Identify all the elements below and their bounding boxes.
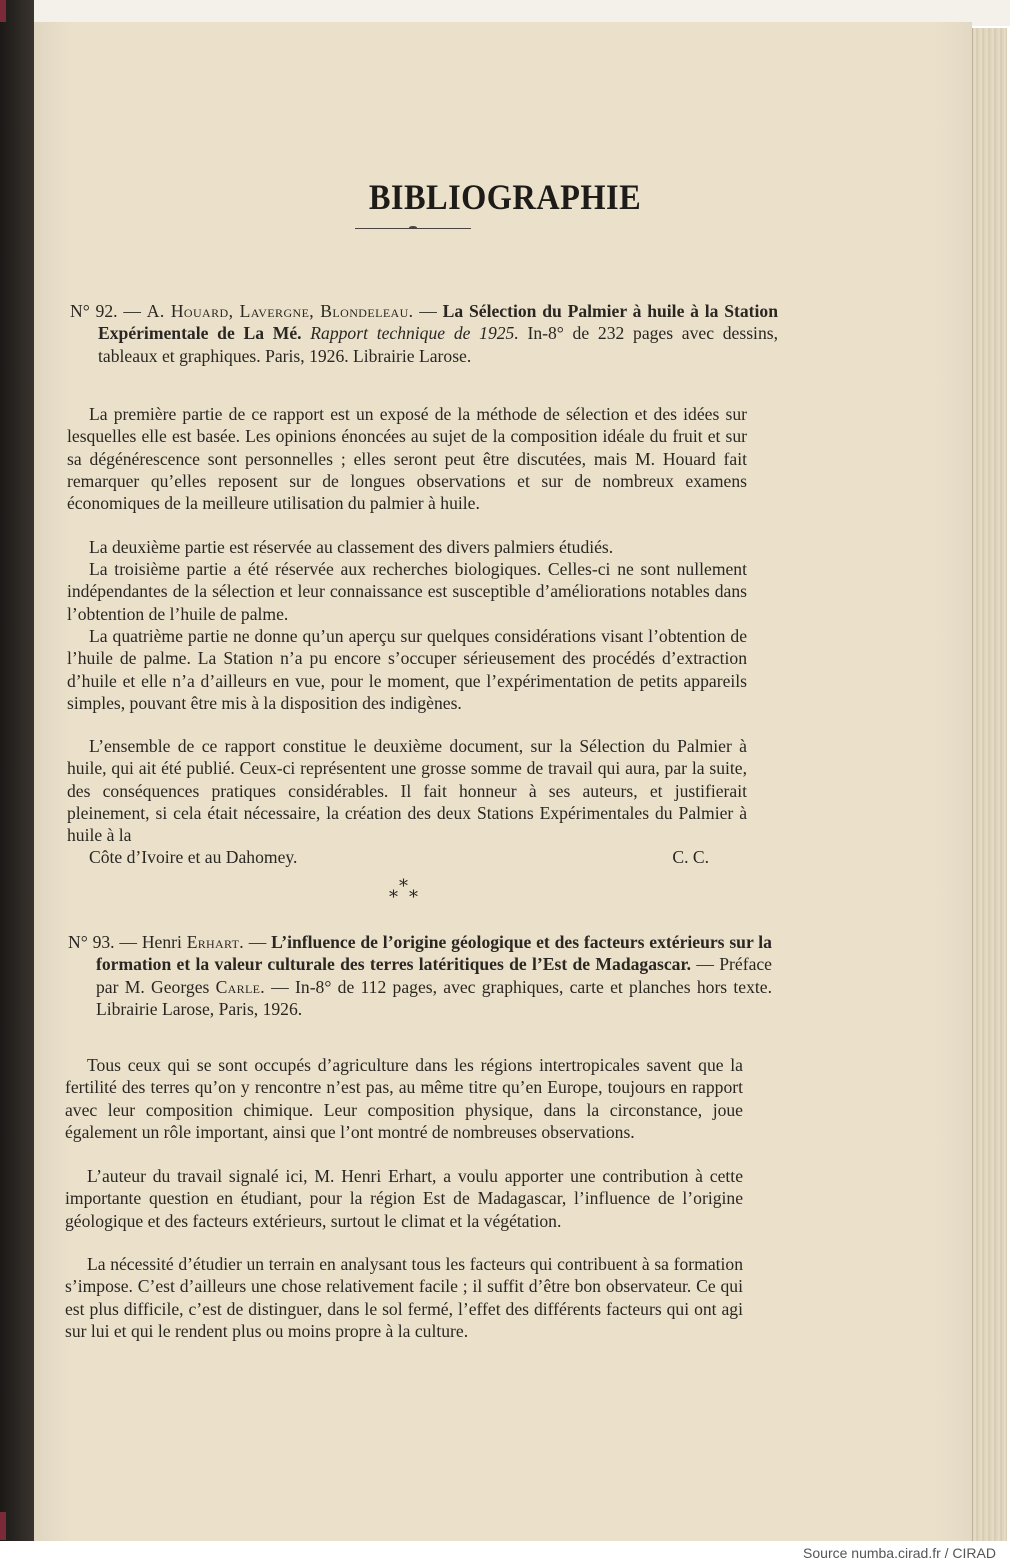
source-credit: Source numba.cirad.fr / CIRAD [803, 1545, 996, 1561]
review-92-paragraph-5 [67, 735, 747, 869]
entry-preface-name: Carle. [215, 976, 265, 997]
review-92-paragraph-1: La première partie de ce rapport est un exposé de la méthode de sélection et des idées sur lesquelles elle est basée. Les opinions énoncées au sujet de la composition idéale du fruit et sur sa dégénérescence sont personnelles ; elles seront peut être discutées, mais M. Houard fait remarquer qu’elles reposent sur de longues observations et sur de nombreux examens économiques de la meilleure utilisation du palmier à huile. [67, 404, 747, 514]
review-93-paragraph-2: L’auteur du travail signalé ici, M. Henri Erhart, a voulu apporter une contribution à cette importante question en étudiant, pour la région Est de Madagascar, l’influence de l’origine géologique et des facteurs extérieurs, surtout le climat et la végétation. [65, 1166, 743, 1231]
asterism-star-right: * [409, 887, 418, 908]
binding-mark [0, 0, 6, 22]
review-92-last-line [67, 846, 747, 868]
asterism-separator [385, 876, 429, 906]
review-signature: C. C. [672, 847, 709, 868]
entry-title: La Sélection du Palmier à huile à la Station Expérimentale de La Mé. [98, 301, 779, 344]
asterism-star-left: * [389, 887, 398, 908]
entry-subtitle: Rapport technique de 1925. [310, 323, 519, 344]
entry-preface: — Préface par M. Georges [96, 954, 772, 997]
review-92-paragraph-2: La deuxième partie est réservée au classement des divers palmiers étudiés. [89, 537, 614, 557]
entry-authors: A. Houard, Lavergne, Blondeleau. [146, 301, 414, 321]
entry-number: N° 92. — [70, 301, 141, 321]
entry-author-last: Erhart. [186, 932, 244, 952]
entry-title: L’influence de l’origine géologique et des facteurs extérieurs sur la formation et la valeur culturale des terres latéritiques de l’Est de Madagascar. [96, 932, 772, 975]
entry-dash: — [413, 301, 443, 321]
entry-author-first: Henri [141, 932, 182, 952]
binding-mark [0, 1512, 6, 1540]
review-93-paragraph-1: Tous ceux qui se sont occupés d’agriculture dans les régions intertropicales savent que la fertilité des terres qu’on y rencontre n’est pas, au même titre qu’en Europe, toujours en rapport avec leur composition chimique. Leur composition physique, dans la circonstance, joue également un rôle important, ainsi que l’ont montré de nombreuses observations. [65, 1055, 743, 1142]
entry-dash: — [243, 932, 272, 952]
book-spine [0, 0, 34, 1541]
entry-details: — In-8° de 112 pages, avec graphiques, carte et planches hors texte. Librairie Larose, Paris, 1926. [96, 976, 773, 1019]
page-stack-edge [972, 28, 1007, 1541]
asterism-star-top: * [399, 876, 408, 897]
bibliography-entry-92 [70, 300, 778, 367]
page-title: BIBLIOGRAPHIE [368, 177, 642, 217]
bibliography-entry-93 [68, 931, 772, 1020]
review-92-last-line-text: Côte d’Ivoire et au Dahomey. [89, 847, 298, 868]
review-93-paragraph-3: La nécessité d’étudier un terrain en analysant tous les facteurs qui contribuent à sa formation s’impose. C’est d’ailleurs une chose relativement facile ; il suffit d’être bon observateur. Ce qui est plus difficile, c’est de distinguer, dans le sol fermé, l’effet des différents facteurs qui ont agi sur lui et qui le rendent plus ou moins propre à la culture. [65, 1254, 743, 1341]
review-92-paragraph-4: La quatrième partie ne donne qu’un aperçu sur quelques considérations visant l’obtention de l’huile de palme. La Station n’a pu encore s’occuper sérieusement des procédés d’extraction d’huile et elle n’a d’ailleurs en vue, pour le moment, que l’expérimentation de petits appareils simples, pouvant être mis à la disposition des indigènes. [67, 626, 747, 713]
review-92-paragraph-3: La troisième partie a été réservée aux recherches biologiques. Celles-ci ne sont nullement indépendantes de la sélection et leur connaissance est susceptible d’améliorations notables dans l’obtention de l’huile de palme. [67, 559, 747, 624]
review-92-paragraph-5-text: L’ensemble de ce rapport constitue le deuxième document, sur la Sélection du Palmier à huile, qui ait été publié. Ceux-ci représentent une grosse somme de travail qui aura, par la suite, des conséquences pratiques considérables. Il fait honneur à ses auteurs, et justifierait pleinement, si cela était nécessaire, la création des deux Stations Expérimentales du Palmier à huile à la [67, 736, 747, 846]
title-ornament-center [409, 226, 417, 229]
entry-number: N° 93. — [68, 932, 137, 952]
entry-details: In-8° de 232 pages avec dessins, tableaux et graphiques. Paris, 1926. Librairie Larose. [98, 323, 778, 366]
